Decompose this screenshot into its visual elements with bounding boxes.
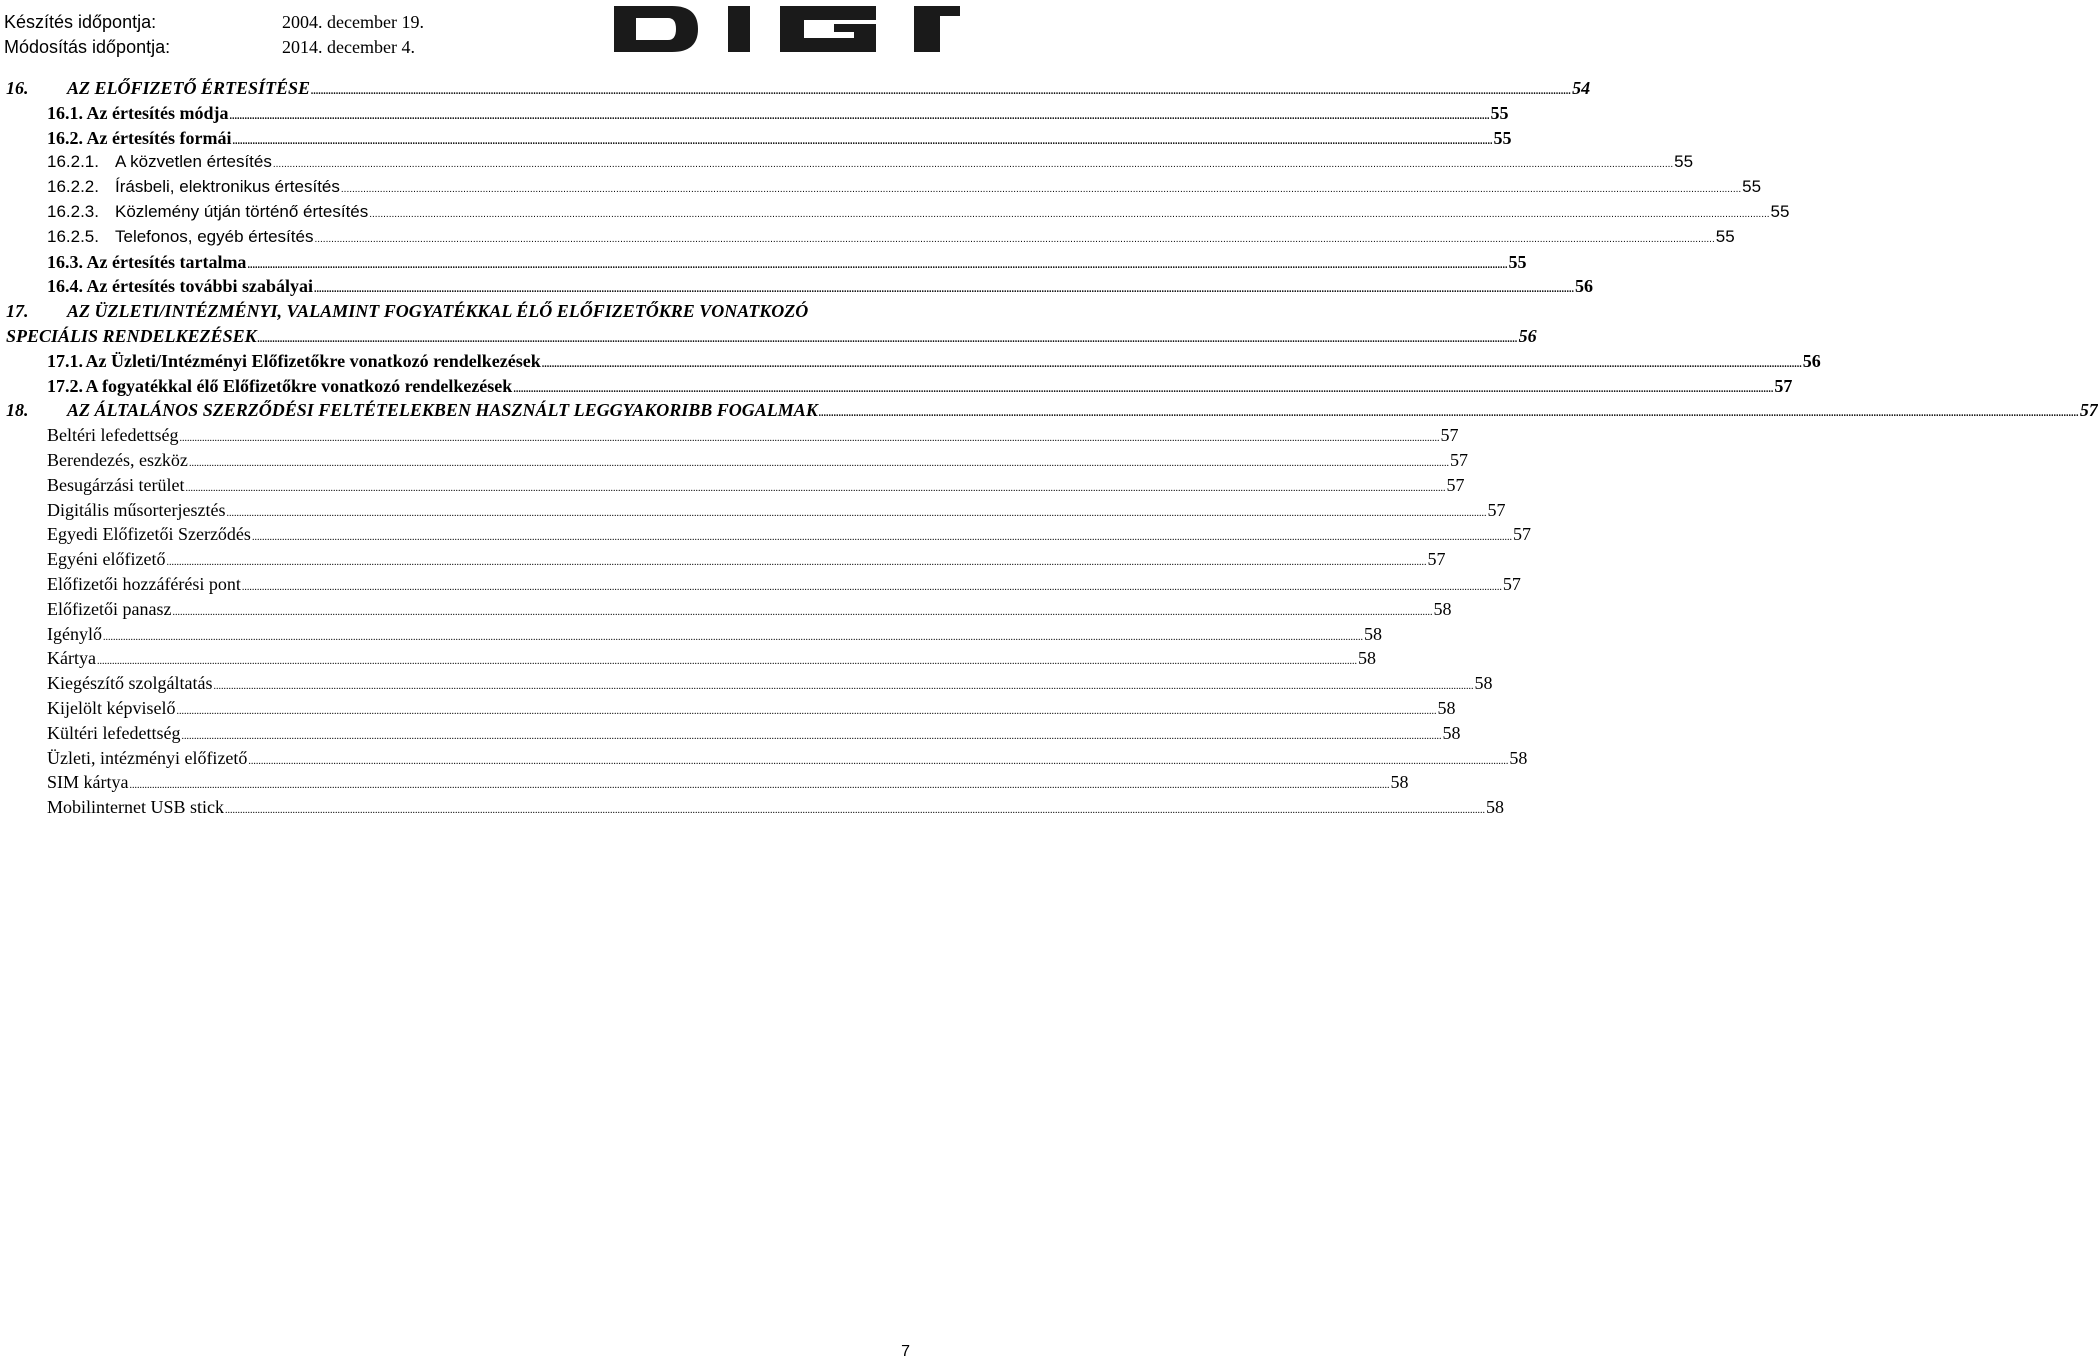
toc-number: 17.2. — [47, 375, 83, 396]
toc-section-16-4[interactable] — [6, 274, 1593, 299]
toc-title: SPECIÁLIS RENDELKEZÉSEK — [6, 325, 257, 346]
toc-leader — [166, 551, 1426, 576]
toc-glossary-item[interactable] — [6, 622, 1382, 647]
toc-title: A közvetlen értesítés — [115, 152, 272, 172]
toc-page: 56 — [1802, 350, 1821, 371]
toc-number: 16.2.5. — [47, 226, 99, 246]
toc-title: Az értesítés további szabályai — [86, 276, 313, 297]
toc-title: Kiegészítő szolgáltatás — [47, 673, 213, 694]
toc-title: Beltéri lefedettség — [47, 425, 179, 446]
toc-page: 55 — [1490, 102, 1509, 123]
toc-chapter-18[interactable] — [6, 398, 2098, 423]
toc-section-17-1[interactable] — [6, 349, 1821, 374]
toc-number: 16.1. — [47, 102, 83, 123]
toc-title: Egyedi Előfizetői Szerződés — [47, 524, 251, 545]
toc-number: 16.4. — [47, 276, 83, 297]
toc-number: 16. — [6, 78, 29, 98]
toc-leader — [248, 750, 1508, 775]
toc-leader — [542, 353, 1802, 378]
toc-number: 17.1. — [47, 350, 83, 371]
toc-glossary-item[interactable] — [6, 473, 1465, 498]
toc-page: 58 — [1390, 772, 1409, 793]
toc-leader — [341, 178, 1741, 203]
toc-leader — [97, 650, 1357, 675]
toc-leader — [172, 601, 1432, 626]
toc-section-17-2[interactable] — [6, 374, 1793, 399]
table-of-contents — [6, 76, 2098, 820]
toc-title: Kijelölt képviselő — [47, 697, 176, 718]
toc-leader — [247, 254, 1507, 279]
toc-title: AZ ELŐFIZETŐ ÉRTESÍTÉSE — [67, 78, 311, 98]
document-meta — [4, 10, 424, 60]
toc-number: 18. — [6, 400, 29, 421]
toc-page: 57 — [1427, 549, 1446, 570]
toc-chapter-16[interactable] — [6, 76, 1591, 101]
toc-number: 16.2. — [47, 127, 83, 148]
toc-title: Telefonos, egyéb értesítés — [115, 226, 314, 246]
page-number: 7 — [901, 1343, 910, 1360]
toc-glossary-item[interactable] — [6, 746, 1528, 771]
toc-page: 55 — [1508, 251, 1527, 272]
toc-glossary-item[interactable] — [6, 547, 1446, 572]
toc-glossary-item[interactable] — [6, 572, 1521, 597]
toc-glossary-item[interactable] — [6, 597, 1452, 622]
toc-leader — [369, 203, 1769, 228]
modified-value: 2014. december 4. — [282, 37, 415, 57]
toc-page: 58 — [1363, 623, 1382, 644]
toc-leader — [213, 675, 1473, 700]
toc-page: 57 — [2079, 400, 2098, 421]
toc-title: Az értesítés tartalma — [86, 251, 247, 272]
toc-title: Berendezés, eszköz — [47, 449, 188, 470]
toc-leader — [185, 477, 1445, 502]
toc-leader — [232, 130, 1492, 155]
toc-page: 55 — [1674, 152, 1694, 172]
toc-glossary-item[interactable] — [6, 721, 1461, 746]
toc-glossary-item[interactable] — [6, 671, 1493, 696]
toc-title: Az értesítés módja — [86, 102, 229, 123]
toc-section-16-2-5[interactable] — [6, 225, 1735, 250]
toc-page: 57 — [1440, 425, 1459, 446]
toc-page: 55 — [1715, 226, 1735, 246]
toc-title: Kültéri lefedettség — [47, 722, 181, 743]
toc-glossary-item[interactable] — [6, 770, 1409, 795]
toc-leader — [314, 228, 1714, 253]
toc-page: 58 — [1486, 797, 1504, 818]
toc-glossary-item[interactable] — [6, 448, 1468, 473]
toc-title: AZ ÁLTALÁNOS SZERZŐDÉSI FELTÉTELEKBEN HASZNÁLT LEGGYAKORIBB FOGALMAK — [67, 400, 818, 421]
toc-section-16-2[interactable] — [6, 126, 1512, 151]
toc-chapter-17-line2[interactable] — [6, 324, 1537, 349]
toc-glossary-item[interactable] — [6, 423, 1459, 448]
toc-section-16-3[interactable] — [6, 250, 1527, 275]
toc-number: 16.2.1. — [47, 152, 99, 172]
toc-leader — [229, 105, 1489, 130]
created-value: 2004. december 19. — [282, 12, 424, 32]
toc-title: Egyéni előfizető — [47, 549, 166, 570]
toc-title: Mobilinternet USB stick — [47, 797, 224, 818]
toc-section-16-1[interactable] — [6, 101, 1509, 126]
toc-title: Előfizetői panasz — [47, 598, 172, 619]
modified-row — [4, 35, 424, 60]
toc-page: 58 — [1509, 747, 1528, 768]
toc-title: Közlemény útján történő értesítés — [115, 201, 369, 221]
toc-page: 57 — [1502, 573, 1521, 594]
toc-glossary-item[interactable] — [6, 795, 1504, 820]
toc-page: 56 — [1574, 276, 1593, 297]
toc-number: 17. — [6, 301, 29, 322]
toc-title: Az értesítés formái — [86, 127, 232, 148]
toc-page: 56 — [1518, 325, 1537, 346]
toc-number: 16.2.3. — [47, 201, 99, 221]
toc-section-16-2-2[interactable] — [6, 175, 1762, 200]
toc-title: Kártya — [47, 648, 96, 669]
toc-page: 54 — [1572, 78, 1591, 98]
toc-title: Digitális műsorterjesztés — [47, 499, 226, 520]
toc-page: 55 — [1742, 177, 1762, 197]
toc-section-16-2-1[interactable] — [6, 150, 1694, 175]
toc-page: 58 — [1437, 697, 1456, 718]
toc-page: 57 — [1774, 375, 1793, 396]
toc-title: AZ ÜZLETI/INTÉZMÉNYI, VALAMINT FOGYATÉKKAL ÉLŐ ELŐFIZETŐKRE VONATKOZÓ — [67, 301, 809, 322]
toc-page: 58 — [1442, 722, 1461, 743]
toc-leader — [273, 153, 1673, 178]
toc-page: 55 — [1493, 127, 1512, 148]
created-label: Készítés időpontja: — [4, 12, 157, 32]
toc-leader — [181, 725, 1441, 750]
toc-leader — [311, 80, 1571, 105]
toc-page: 58 — [1474, 673, 1493, 694]
toc-page: 57 — [1446, 474, 1465, 495]
toc-title: Üzleti, intézményi előfizető — [47, 747, 248, 768]
toc-page: 58 — [1433, 598, 1452, 619]
modified-label: Módosítás időpontja: — [4, 37, 171, 57]
toc-section-16-2-3[interactable] — [6, 200, 1790, 225]
toc-page: 57 — [1487, 499, 1506, 520]
toc-page: 55 — [1770, 201, 1790, 221]
toc-title: A fogyatékkal élő Előfizetőkre vonatkozó rendelkezések — [85, 375, 513, 396]
toc-leader — [103, 626, 1363, 651]
created-row — [4, 10, 424, 35]
toc-leader — [226, 502, 1486, 527]
toc-glossary-item[interactable] — [6, 696, 1456, 721]
toc-chapter-17-line1[interactable] — [6, 299, 910, 324]
toc-page: 58 — [1357, 648, 1376, 669]
toc-title: SIM kártya — [47, 772, 129, 793]
toc-title: Besugárzási terület — [47, 474, 185, 495]
toc-leader — [129, 774, 1389, 799]
toc-number: 16.2.2. — [47, 177, 99, 197]
glossary-list — [6, 423, 1531, 820]
toc-leader — [176, 700, 1436, 725]
toc-page: 57 — [1449, 449, 1468, 470]
toc-title: Az Üzleti/Intézményi Előfizetőkre vonatkozó rendelkezések — [85, 350, 541, 371]
toc-glossary-item[interactable] — [6, 646, 1376, 671]
toc-title: Írásbeli, elektronikus értesítés — [115, 177, 340, 197]
toc-leader — [179, 427, 1439, 452]
toc-glossary-item[interactable] — [6, 522, 1531, 547]
toc-leader — [242, 576, 1502, 601]
toc-title: Igénylő — [47, 623, 102, 644]
toc-leader — [252, 526, 1512, 551]
digi-logo — [614, 2, 960, 56]
toc-page: 57 — [1512, 524, 1531, 545]
toc-leader — [225, 799, 1485, 824]
toc-number: 16.3. — [47, 251, 83, 272]
toc-title: Előfizetői hozzáférési pont — [47, 573, 241, 594]
toc-glossary-item[interactable] — [6, 498, 1506, 523]
toc-leader — [189, 452, 1449, 477]
